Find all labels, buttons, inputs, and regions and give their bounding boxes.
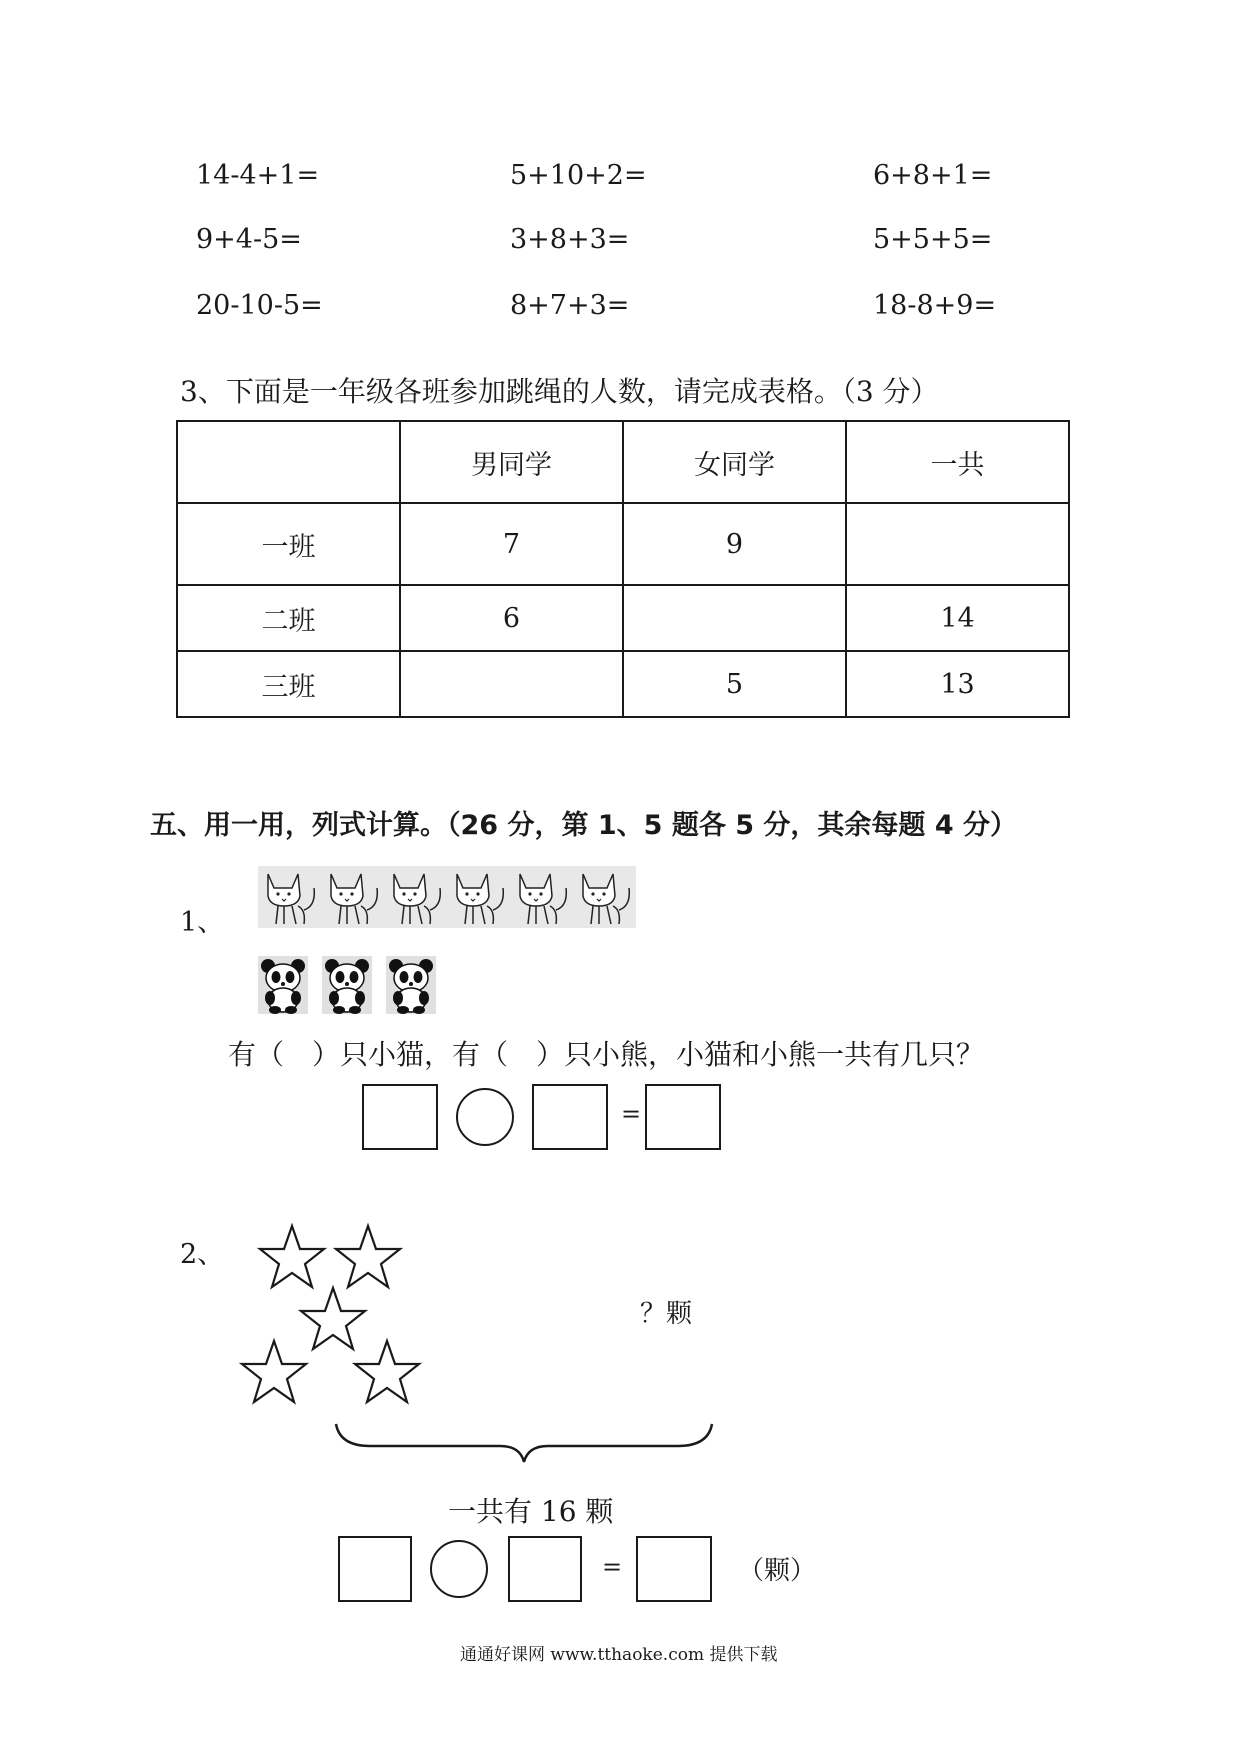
table-row bbox=[177, 503, 1069, 585]
star-icon bbox=[355, 1341, 419, 1402]
table-cell: 一班 bbox=[177, 503, 400, 585]
pandas-row bbox=[258, 956, 438, 1014]
table-header-row bbox=[177, 421, 1069, 503]
equation: 9+4-5= bbox=[196, 224, 302, 255]
table-row bbox=[177, 585, 1069, 651]
unknown-stars-label: ？颗 bbox=[640, 1299, 693, 1329]
equation: 6+8+1= bbox=[873, 160, 993, 191]
panda-icon bbox=[258, 956, 308, 1014]
table-cell: 6 bbox=[400, 585, 623, 651]
star-icon bbox=[301, 1288, 365, 1349]
operator-circle[interactable] bbox=[430, 1540, 488, 1598]
equation: 20-10-5= bbox=[196, 290, 323, 321]
equation: 18-8+9= bbox=[873, 290, 997, 321]
star-icon bbox=[260, 1226, 324, 1287]
cat-icon bbox=[510, 866, 573, 928]
question-3-title: 3、下面是一年级各班参加跳绳的人数，请完成表格。（3 分） bbox=[180, 375, 939, 408]
table-header-cell: 男同学 bbox=[400, 421, 623, 503]
table-cell[interactable]: 9 bbox=[623, 503, 846, 585]
problem-1-label: 1、 bbox=[180, 907, 225, 938]
jump-rope-table bbox=[176, 420, 1070, 718]
table-cell: 二班 bbox=[177, 585, 400, 651]
table-header-cell bbox=[177, 421, 400, 503]
table-cell: 5 bbox=[623, 651, 846, 717]
panda-icon bbox=[322, 956, 372, 1014]
answer-box[interactable] bbox=[532, 1084, 608, 1150]
cat-icon bbox=[447, 866, 510, 928]
footer-credit: 通通好课网 www.tthaoke.com 提供下载 bbox=[460, 1645, 778, 1665]
cat-icon bbox=[258, 866, 321, 928]
cat-icon bbox=[384, 866, 447, 928]
star-icon bbox=[336, 1226, 400, 1287]
table-cell-blank[interactable] bbox=[400, 651, 623, 717]
table-cell: 三班 bbox=[177, 651, 400, 717]
table-header-cell: 一共 bbox=[846, 421, 1069, 503]
equals-sign: = bbox=[621, 1100, 642, 1128]
table-cell: 14 bbox=[846, 585, 1069, 651]
equation: 5+10+2= bbox=[510, 160, 647, 191]
table-cell: 13 bbox=[846, 651, 1069, 717]
table-header-cell: 女同学 bbox=[623, 421, 846, 503]
problem-1-question: 有（ ）只小猫，有（ ）只小熊，小猫和小熊一共有几只？ bbox=[228, 1038, 985, 1071]
equation: 14-4+1= bbox=[196, 160, 320, 191]
curly-brace bbox=[330, 1418, 720, 1468]
answer-box[interactable] bbox=[338, 1536, 412, 1602]
total-label: 一共有 16 颗 bbox=[448, 1495, 614, 1528]
table-cell-blank[interactable] bbox=[623, 585, 846, 651]
table-cell-blank[interactable] bbox=[846, 503, 1069, 585]
table-cell: 7 bbox=[400, 503, 623, 585]
equation: 8+7+3= bbox=[510, 290, 630, 321]
star-icon bbox=[242, 1341, 306, 1402]
equals-sign: = bbox=[602, 1553, 623, 1581]
section-5-title: 五、用一用，列式计算。（26 分，第 1、5 题各 5 分，其余每题 4 分） bbox=[150, 810, 1018, 841]
answer-box[interactable] bbox=[636, 1536, 712, 1602]
equation: 3+8+3= bbox=[510, 224, 630, 255]
cats-row bbox=[258, 866, 636, 928]
cat-icon bbox=[573, 866, 636, 928]
answer-box[interactable] bbox=[645, 1084, 721, 1150]
table-row bbox=[177, 651, 1069, 717]
operator-circle[interactable] bbox=[456, 1088, 514, 1146]
answer-box[interactable] bbox=[362, 1084, 438, 1150]
cat-icon bbox=[321, 866, 384, 928]
problem-2-label: 2、 bbox=[180, 1239, 225, 1270]
equation: 5+5+5= bbox=[873, 224, 993, 255]
answer-box[interactable] bbox=[508, 1536, 582, 1602]
panda-icon bbox=[386, 956, 436, 1014]
stars-group bbox=[236, 1220, 436, 1410]
unit-label: （颗） bbox=[738, 1556, 817, 1586]
